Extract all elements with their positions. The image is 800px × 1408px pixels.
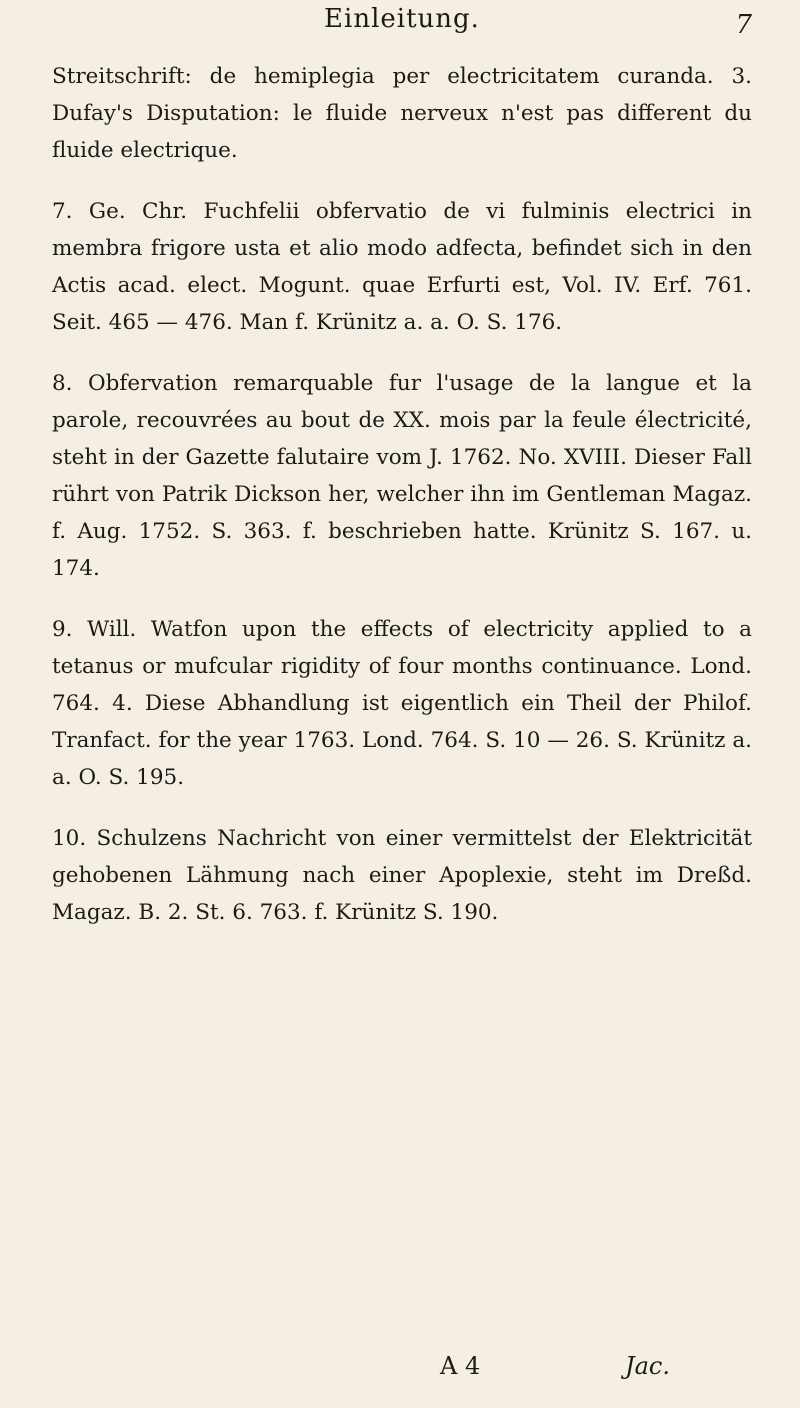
- entry-text: Obfervation remarquable fur l'usage de la langue et la parole, recouvrées au bout de XX. mois par la feule électricité, steht in der Gazette falutaire vom J. 1762. No. XVIII. Dieser Fall rührt von Patrik Dickson her, welcher ihn im Gentleman Magaz. f. Aug. 1752. S. 363. f. beschrieben hatte. Krünitz S. 167. u. 174.: [52, 371, 752, 581]
- entry-text: Schulzens Nachricht von einer vermittelst der Elektricität gehobenen Lähmung nach einer Apoplexie, steht im Dreßd. Magaz. B. 2. St. 6. 763. f. Krünitz S. 190.: [52, 826, 752, 925]
- entry-continued: [52, 58, 752, 169]
- entry-8: [52, 365, 752, 587]
- signature-mark: A 4: [440, 1352, 481, 1380]
- page-header: [52, 0, 752, 58]
- running-title: Einleitung.: [324, 4, 480, 34]
- catchword: Jac.: [625, 1352, 670, 1380]
- page-number: 7: [735, 10, 752, 40]
- page-footer: [0, 1352, 800, 1392]
- entry-text: Ge. Chr. Fuchfelii obfervatio de vi fulminis electrici in membra frigore usta et alio modo adfecta, befindet sich in den Actis acad. elect. Mogunt. quae Erfurti est, Vol. IV. Erf. 761. Seit. 465 — 476. Man f. Krünitz a. a. O. S. 176.: [52, 199, 752, 335]
- entry-text: Will. Watfon upon the effects of electricity applied to a tetanus or mufcular rigidity of four months continuance. Lond. 764. 4. Diese Abhandlung ist eigentlich ein Theil der Philof. Tranfact. for the year 1763. Lond. 764. S. 10 — 26. S. Krünitz a. a. O. S. 195.: [52, 617, 752, 790]
- entry-10: [52, 820, 752, 931]
- entry-number: 8.: [52, 371, 73, 396]
- entry-7: [52, 193, 752, 341]
- entry-9: [52, 611, 752, 796]
- entry-number: 7.: [52, 199, 73, 224]
- entry-number: 10.: [52, 826, 87, 851]
- entry-number: 9.: [52, 617, 73, 642]
- entry-text: Streitschrift: de hemiplegia per electricitatem curanda. 3. Dufay's Disputation: le fluide nerveux n'est pas different du fluide electrique.: [52, 64, 752, 163]
